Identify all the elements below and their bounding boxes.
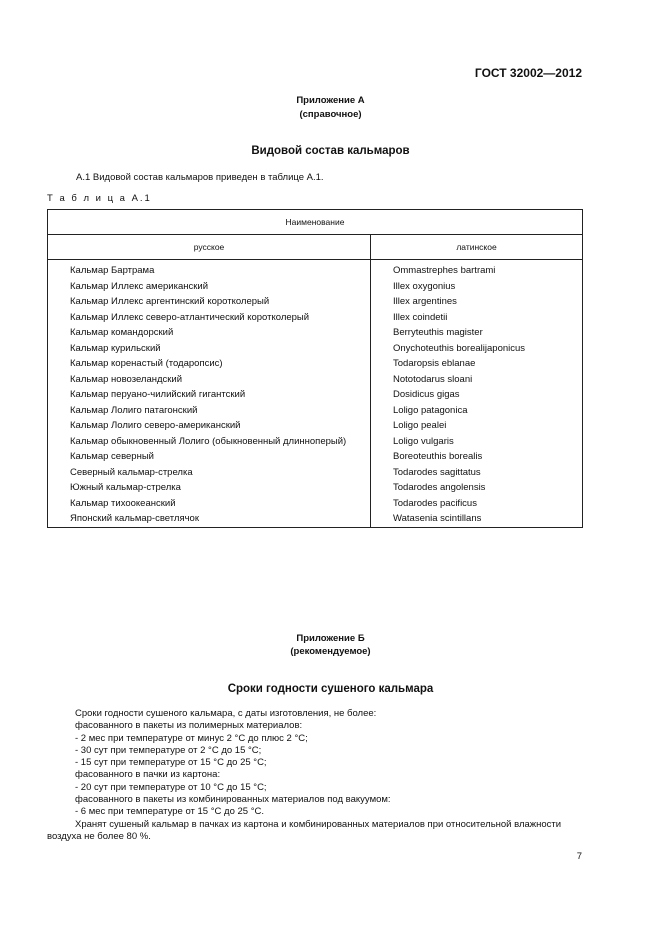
cell-latin: Onychoteuthis borealijaponicus (371, 341, 583, 357)
cell-russian: Кальмар Лолиго патагонский (48, 403, 371, 419)
cell-russian: Кальмар тихоокеанский (48, 496, 371, 512)
cell-russian: Кальмар северный (48, 449, 371, 465)
cell-latin: Illex oxygonius (371, 279, 583, 295)
appendix-a-heading: Видовой состав кальмаров (251, 145, 410, 157)
table-row (48, 325, 583, 341)
cell-latin: Nototodarus sloani (371, 372, 583, 388)
paragraph-line: - 2 мес при температуре от минус 2 °С до плюс 2 °С; (75, 732, 308, 744)
cell-russian: Кальмар новозеландский (48, 372, 371, 388)
paragraph-line: фасованного в пачки из картона: (75, 769, 221, 781)
cell-latin: Watasenia scintillans (371, 511, 583, 527)
paragraph-line: фасованного в пакеты из комбинированных материалов под вакуумом: (75, 794, 391, 806)
shelf-life-text (47, 708, 587, 843)
cell-russian: Северный кальмар-стрелка (48, 465, 371, 481)
cell-latin: Todarodes angolensis (371, 480, 583, 496)
paragraph-line: воздуха не более 80 %. (47, 830, 151, 842)
cell-latin: Ommastrephes bartrami (371, 260, 583, 279)
cell-latin: Dosidicus gigas (371, 387, 583, 403)
table-header-name: Наименование (48, 210, 583, 235)
table-row (48, 294, 583, 310)
table-row (48, 434, 583, 450)
cell-latin: Berryteuthis magister (371, 325, 583, 341)
paragraph-line: - 20 сут при температуре от 10 °С до 15 °С; (75, 781, 267, 793)
appendix-a-title: Приложение А (296, 95, 365, 106)
paragraph-line: - 6 мес при температуре от 15 °С до 25 °С. (75, 806, 264, 818)
appendix-b-heading: Сроки годности сушеного кальмара (227, 683, 434, 695)
cell-russian: Кальмар Иллекс американский (48, 279, 371, 295)
paragraph-line: - 30 сут при температуре от 2 °С до 15 °С; (75, 744, 262, 756)
table-row (48, 372, 583, 388)
cell-latin: Loligo patagonica (371, 403, 583, 419)
paragraph-line: Сроки годности сушеного кальмара, с даты изготовления, не более: (75, 708, 377, 719)
cell-russian: Южный кальмар-стрелка (48, 480, 371, 496)
appendix-b-note: (рекомендуемое) (290, 646, 371, 657)
standard-number: ГОСТ 32002—2012 (474, 66, 582, 80)
cell-russian: Кальмар Иллекс аргентинский коротколерый (48, 294, 371, 310)
cell-latin: Todarodes pacificus (371, 496, 583, 512)
paragraph-line: фасованного в пакеты из полимерных материалов: (75, 720, 303, 732)
cell-russian: Кальмар обыкновенный Лолиго (обыкновенный длинноперый) (48, 434, 371, 450)
cell-latin: Illex coindetii (371, 310, 583, 326)
cell-russian: Кальмар Иллекс северо-атлантический коротколерый (48, 310, 371, 326)
squid-species-table (47, 209, 583, 528)
cell-latin: Illex argentines (371, 294, 583, 310)
table-header-russian: русское (48, 235, 371, 260)
cell-latin: Todarodes sagittatus (371, 465, 583, 481)
appendix-b-title: Приложение Б (296, 633, 365, 644)
cell-russian: Кальмар курильский (48, 341, 371, 357)
table-row (48, 279, 583, 295)
table-row (48, 387, 583, 403)
table-row (48, 449, 583, 465)
table-row (48, 341, 583, 357)
cell-russian: Кальмар Лолиго северо-американский (48, 418, 371, 434)
appendix-a-note: (справочное) (299, 109, 362, 120)
cell-latin: Loligo vulgaris (371, 434, 583, 450)
cell-latin: Todaropsis eblanae (371, 356, 583, 372)
cell-latin: Boreoteuthis borealis (371, 449, 583, 465)
table-row (48, 480, 583, 496)
table-row (48, 418, 583, 434)
cell-russian: Кальмар перуано-чилийский гигантский (48, 387, 371, 403)
table-row (48, 496, 583, 512)
table-caption: Т а б л и ц а А.1 (47, 193, 152, 204)
table-row (48, 403, 583, 419)
cell-russian: Кальмар командорский (48, 325, 371, 341)
table-header-latin: латинское (371, 235, 583, 260)
cell-russian: Японский кальмар-светлячок (48, 511, 371, 527)
table-row (48, 511, 583, 527)
cell-russian: Кальмар Бартрама (48, 260, 371, 279)
paragraph-line: - 15 сут при температуре от 15 °С до 25 °С; (75, 757, 267, 769)
table-row (48, 356, 583, 372)
table-row (48, 465, 583, 481)
table-row (48, 310, 583, 326)
paragraph-line: Хранят сушеный кальмар в пачках из картона и комбинированных материалов при относительной влажности (75, 818, 562, 830)
cell-russian: Кальмар коренастый (тодаропсис) (48, 356, 371, 372)
table-row (48, 260, 583, 279)
appendix-a-intro: А.1 Видовой состав кальмаров приведен в таблице А.1. (76, 172, 324, 183)
cell-latin: Loligo pealei (371, 418, 583, 434)
page-number: 7 (576, 851, 582, 862)
